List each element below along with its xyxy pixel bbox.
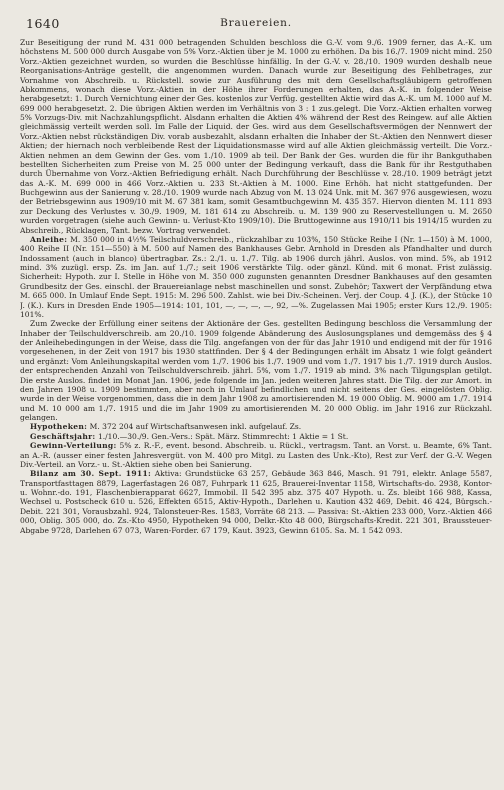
page-number: 1640: [26, 16, 60, 31]
paragraph-text: 5% z. R.-F., event. besond. Abschreib. u. Rückl., vertragsm. Tant. an Vorst. u. Beamte, 6% Tant. an A.-R. (ausser einer festen Jahresvergüt. von M. 400 pro Mitgl. zu Lasten des Unk.-Kto), Rest zur Verf. der G.-V. Wegen Div.-Verteil. an Vorz.- u. St.-Aktien siehe oben bei Sanierung.: [20, 441, 492, 469]
paragraph-label: Geschäftsjahr:: [30, 431, 96, 441]
paragraph-label: Hypotheken:: [30, 422, 88, 432]
paragraph-bilanz: [20, 469, 492, 535]
paragraph-text: M. 350 000 in 4½% Teilschuldverschreib., rückzahlbar zu 103%, 150 Stücke Reihe I (Nr. 1—150) à M. 1000, 400 Reihe II (Nr. 151—550) à M. 500 auf Namen des Bankhauses Gebr. Arnhold in Dresden als Pfandhalter und durch Indossament (auch in blanco) übertragbar. Zs.: 2./1. u. 1./7. Tilg. ab 1906 durch jährl. Auslos. von mind. 5%, ab 1912 mind. 3% zuzügl. ersp. Zs. im Jan. auf 1./7.; seit 1906 verstärkte Tilg. oder gänzl. Künd. mit 6 monat. Frist zulässig. Sicherheit: Hypoth. zur I. Stelle in Höhe von M. 350 000 zugunsten genannten Dresdner Bankhauses auf den gesamten Grundbesitz der Ges. einschl. der Brauereianlage nebst maschinellen und sonst. Zubehör; Taxwert der Verpfändung etwa M. 665 000. In Umlauf Ende Sept. 1915: M. 296 500. Zahlst. wie bei Div.-Scheinen. Verj. der Coup. 4 J. (K.), der Stücke 10 J. (K.). Kurs in Dresden Ende 1905—1914: 101, 101, —, —, —, —, 92, —%. Zugelassen Mai 1905; erster Kurs 12./9. 1905: 101%.: [20, 234, 492, 319]
page-header: [20, 16, 492, 38]
paragraph-label: Bilanz am 30. Sept. 1911:: [30, 469, 152, 479]
paragraph-text: M. 372 204 auf Wirtschaftsanwesen inkl. aufgelauf. Zs.: [89, 422, 302, 432]
paragraph-label: Gewinn-Verteilung:: [30, 441, 117, 451]
paragraph-hypotheken: [20, 422, 492, 431]
paragraph-label: Anleihe:: [30, 234, 68, 244]
paragraph-text: 1./10.—30./9. Gen.-Vers.: Spät. März. Stimmrecht: 1 Aktie = 1 St.: [97, 431, 349, 441]
paragraph-anleihe: [20, 235, 492, 319]
body-text: [20, 38, 492, 783]
running-head: Brauereien.: [220, 17, 292, 29]
paragraph-geschaeftsjahr: [20, 432, 492, 441]
paragraph-tilgung: [20, 319, 492, 422]
paragraph-text: Zur Beseitigung der rund M. 431 000 betragenden Schulden beschloss die G.-V. vom 9./6. 1909 ferner, das A.-K. um höchstens M. 500 000 durch Ausgabe von 5% Vorz.-Aktien über je M. 1000 zu erhöhen. Da bis 16./7. 1909 nicht mind. 250 Vorz.-Aktien gezeichnet wurden, so wurden die Beschlüsse hinfällig. In der G.-V. v. 28./10. 1909 wurden deshalb neue Reorganisations-Anträge gestellt, die angenommen wurden. Danach wurde zur Beseitigung des Fehlbetrages, zur Vornahme von Abschreib. u. Rückstell. sowie zur Ausführung des mit dem Gesellschaftsgläubigern getroffenen Abkommens, wonach diese Vorz.-Aktien in der Höhe ihrer Forderungen erhalten, das A.-K. in folgender Weise herabgesetzt: 1. Durch Vernichtung einer der Ges. kostenlos zur Verfüg. gestellten Aktie wird das A.-K. um M. 1000 auf M. 699 000 herabgesetzt. 2. Die übrigen Aktien werden im Verhältnis von 3 : 1 zus.gelegt. Die Vorz.-Aktien erhalten vorweg 5% Vorzugs-Div. mit Nachzahlungspflicht. Alsdann erhalten die Aktien 4% während der Rest des Reingew. auf alle Aktien gleichmässig verteilt werden soll. Im Falle der Liquid. der Ges. wird aus dem Gesellschaftsvermögen der Nennwert der Vorz.-Aktien nebst rückständigen Div. vorab ausbezahlt, alsdann erhalten die Inhaber der St.-Aktien den Nennwert dieser Aktien; der hiernach noch verbleibende Rest der Liquidationsmasse wird auf alle Aktien gleichmässig verteilt. Die Vorz.-Aktien nehmen an dem Gewinn der Ges. vom 1./10. 1909 ab teil. Der Bank der Ges. wurden die für ihr Bankguthaben bestellten Sicherheiten zum Preise von M. 25 000 unter der Bedingung verkauft, dass die Bank für ihr Restguthaben durch Übernahme von Vorz.-Aktien Befriedigung erhält. Nach Durchführung der Beschlüsse v. 28./10. 1909 beträgt jetzt das A.-K. M. 699 000 in 466 Vorz.-Aktien u. 233 St.-Aktien à M. 1000. Eine Erhöh. hat nicht stattgefunden. Der Buchgewinn aus der Sanierung v. 28./10. 1909 wurde nach Abzug von M. 13 024 Unk. mit M. 367 976 ausgewiesen, wozu der Betriebsgewinn aus 1909/10 mit M. 67 381 kam, somit Gesamtbuchgewinn M. 435 357. Hiervon dienten M. 111 893 zur Deckung des Verlustes v. 30./9. 1909, M. 181 614 zu Abschreib. u. M. 139 900 zu Reservestellungen u. M. 2650 wurden vorgetragen (siehe auch Gewinn- u. Verlust-Kto 1909/10). Die Bruttogewinne aus 1910/11 bis 1914/15 wurden zu Abschreib., Rücklagen, Tant. bezw. Vortrag verwendet.: [20, 38, 492, 235]
paragraph-sanierung: [20, 38, 492, 235]
paragraph-gewinn-verteilung: [20, 441, 492, 469]
paragraph-text: Zum Zwecke der Erfüllung einer seitens der Aktionäre der Ges. gestellten Bedingung beschloss die Versammlung der Inhaber der Teilschuldverschreib. am 20./10. 1909 folgende Abänderung des Auslosungsplanes und demgemäss des § 4 der Anleihebedingungen in der Weise, dass die Tilg. angefangen von der für das Jahr 1910 und endigend mit der für 1916 vorgesehenen, in der Zeit von 1917 bis 1930 stattfinden. Der § 4 der Bedingungen erhält im Absatz 1 wie folgt geändert und ergänzt: Vom Anleihungskapital werden vom 1./7. 1906 bis 1./7. 1909 und vom 1./7. 1917 bis 1./7. 1919 durch Auslos. der entsprechenden Anzahl von Teilschuldverschreib. jährl. 5%, vom 1./7. 1919 ab mind. 3% nach Tilgungsplan getilgt. Die erste Auslos. findet im Monat Jan. 1906, jede folgende im Jan. jeden weiteren Jahres statt. Die Tilg. der zur Amort. in den Jahren 1908 u. 1909 bestimmten, aber noch in Umlauf befindlichen und nicht seitens der Ges. eingelösten Oblig. wurde in der Weise vorgenommen, dass die in dem Jahr 1908 zu amortisierenden M. 19 000 Oblig. M. 9000 am 1./7. 1914 und M. 10 000 am 1./7. 1915 und die im Jahr 1909 zu amortisierenden M. 20 000 Oblig. im Jahr 1916 zur Rückzahl. gelangen.: [20, 319, 492, 422]
paragraph-text: Aktiva: Grundstücke 63 257, Gebäude 363 846, Masch. 91 791, elektr. Anlage 5587, Transportfasttagen 8879, Lagerfastagen 26 087, Fuhrpark 11 625, Brauerei-Inventar 1158, Wirtschafts-do. 2938, Kontor- u. Wohnr.-do. 191, Flaschenbierapparat 6627, Immobil. II 542 395 abz. 375 407 Hypoth. u. Zs. bleibt 166 988, Kassa, Wechsel u. Postscheck 610 u. 526, Effekten 6515, Aktiv-Hypoth., Darlehen u. Kaution 432 469, Debit. 46 424, Bürgsch.-Debit. 221 301, Vorausbzahl. 924, Talonsteuer-Res. 1583, Vorräte 68 213. — Passiva: St.-Aktien 233 000, Vorz.-Aktien 466 000, Oblig. 305 000, do. Zs.-Kto 4950, Hypotheken 94 000, Delkr.-Kto 48 000, Bürgschafts-Kredit. 221 301, Braussteuer-Abgabe 9728, Darlehen 67 073, Waren-Forder. 67 179, Kaut. 3923, Gewinn 6105. Sa. M. 1 542 093.: [20, 469, 492, 535]
